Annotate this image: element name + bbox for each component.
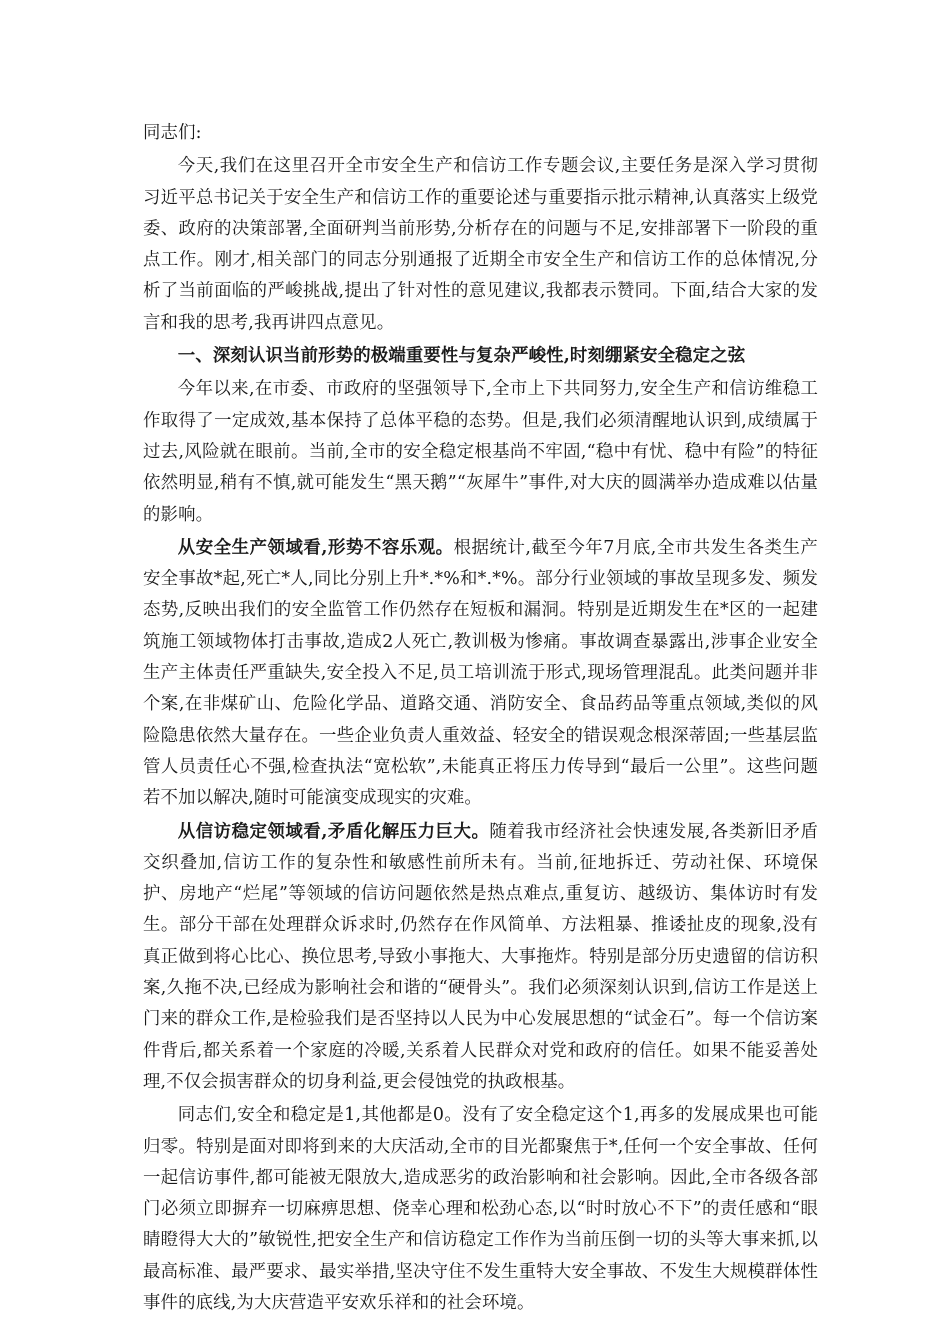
intro-paragraph: 今天,我们在这里召开全市安全生产和信访工作专题会议,主要任务是深入学习贯彻习近平总书记关于安全生产和信访工作的重要论述与重要指示批示精神,认真落实上级党委、政府的决策部署,全面研判当前形势,分析存在的问题与不足,安排部署下一阶段的重点工作。刚才,相关部门的同志分别通报了近期全市安全生产和信访工作的总体情况,分析了当前面临的严峻挑战,提出了针对性的意见建议,我都表示赞同。下面,结合大家的发言和我的思考,我再讲四点意见。	[143, 156, 818, 333]
safety-paragraph	[143, 533, 818, 815]
section-1-heading: 一、深刻认识当前形势的极端重要性与复杂严峻性,时刻绷紧安全稳定之弦	[177, 346, 746, 367]
document-page	[143, 118, 818, 1319]
salutation: 同志们:	[143, 123, 202, 143]
safety-lead: 从安全生产领域看,形势不容乐观。	[177, 537, 454, 558]
situation-paragraph: 今年以来,在市委、市政府的坚强领导下,全市上下共同努力,安全生产和信访维稳工作取得了一定成效,基本保持了总体平稳的态势。但是,我们必须清醒地认识到,成绩属于过去,风险就在眼前。当前,全市的安全稳定根基尚不牢固,“稳中有忧、稳中有险”的特征依然明显,稍有不慎,就可能发生“黑天鹅”“灰犀牛”事件,对大庆的圆满举办造成难以估量的影响。	[143, 379, 818, 525]
safety-body: 根据统计,截至今年7月底,全市共发生各类生产安全事故*起,死亡*人,同比分别上升*.*%和*.*%。部分行业领域的事故呈现多发、频发态势,反映出我们的安全监管工作仍然存在短板和漏洞。特别是近期发生在*区的一起建筑施工领域物体打击事故,造成2人死亡,教训极为惨痛。事故调查暴露出,涉事企业安全生产主体责任严重缺失,安全投入不足,员工培训流于形式,现场管理混乱。此类问题并非个案,在非煤矿山、危险化学品、道路交通、消防安全、食品药品等重点领域,类似的风险隐患依然大量存在。一些企业负责人重效益、轻安全的错误观念根深蒂固;一些基层监管人员责任心不强,检查执法“宽松软”,未能真正将压力传导到“最后一公里”。这些问题若不加以解决,随时可能演变成现实的灾难。	[143, 537, 818, 809]
petition-paragraph	[143, 817, 818, 1099]
petition-lead: 从信访稳定领域看,矛盾化解压力巨大。	[177, 821, 490, 842]
petition-body: 随着我市经济社会快速发展,各类新旧矛盾交织叠加,信访工作的复杂性和敏感性前所未有。当前,征地拆迁、劳动社保、环境保护、房地产“烂尾”等领域的信访问题依然是热点难点,重复访、越级访、集体访时有发生。部分干部在处理群众诉求时,仍然存在作风简单、方法粗暴、推诿扯皮的现象,没有真正做到将心比心、换位思考,导致小事拖大、大事拖炸。特别是部分历史遗留的信访积案,久拖不决,已经成为影响社会和谐的“硬骨头”。我们必须深刻认识到,信访工作是送上门来的群众工作,是检验我们是否坚持以人民为中心发展思想的“试金石”。每一个信访案件背后,都关系着一个家庭的冷暖,关系着人民群众对党和政府的信任。如果不能妥善处理,不仅会损害群众的切身利益,更会侵蚀党的执政根基。	[143, 821, 818, 1092]
conclusion-paragraph: 同志们,安全和稳定是1,其他都是0。没有了安全稳定这个1,再多的发展成果也可能归零。特别是面对即将到来的大庆活动,全市的目光都聚焦于*,任何一个安全事故、任何一起信访事件,都可能被无限放大,造成恶劣的政治影响和社会影响。因此,全市各级各部门必须立即摒弃一切麻痹思想、侥幸心理和松劲心态,以“时时放心不下”的责任感和“眼睛瞪得大大的”敏锐性,把安全生产和信访稳定工作作为当前压倒一切的头等大事来抓,以最高标准、最严要求、最实举措,坚决守住不发生重特大安全事故、不发生大规模群体性事件的底线,为大庆营造平安欢乐祥和的社会环境。	[143, 1105, 818, 1313]
